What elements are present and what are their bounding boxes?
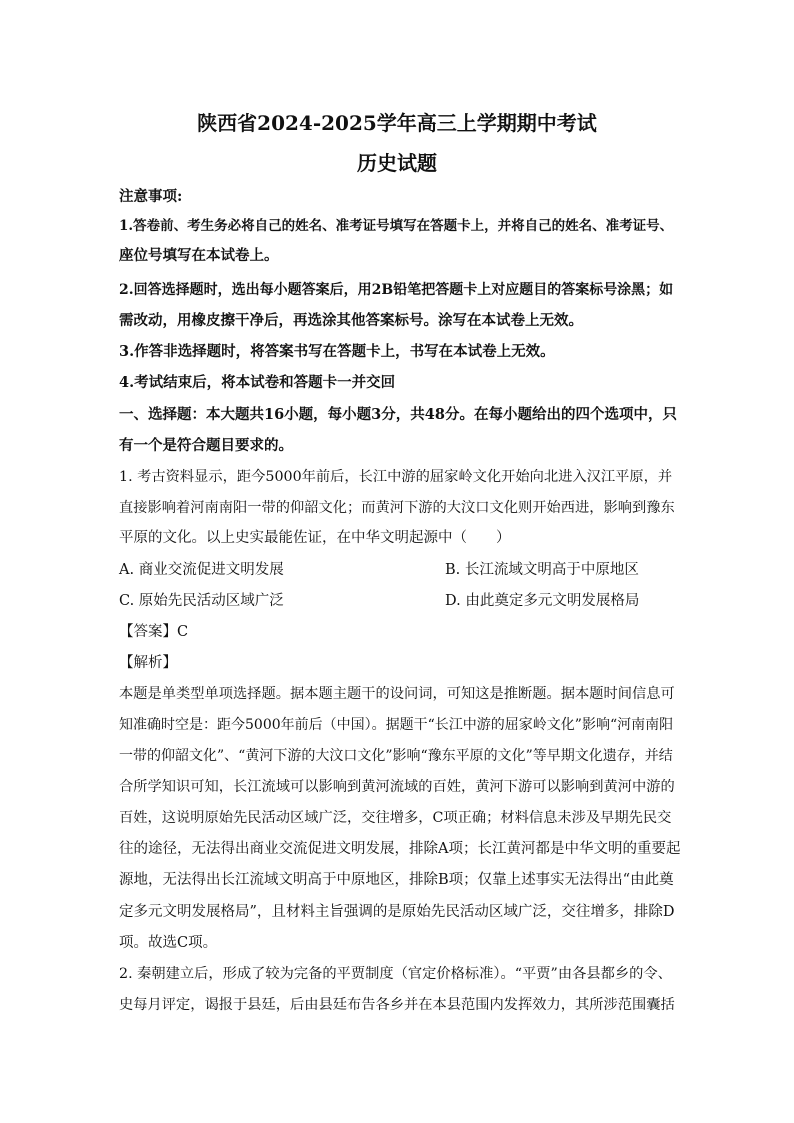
option-b: B. 长江流域文明高于中原地区 (445, 562, 639, 578)
question-stem: 1. 考古资料显示，距今5000年前后，长江中游的屈家岭文化开始向北进入汉江平原，并 (119, 469, 673, 485)
analysis-line: 一带的仰韶文化”、“黄河下游的大汶口文化”影响“豫东平原的文化”等早期文化遗存，并结 (119, 748, 673, 764)
answer-label: 【答案】C (119, 624, 189, 640)
notice-line: 4.考试结束后，将本试卷和答题卡一并交回 (119, 374, 396, 391)
option-c: C. 原始先民活动区域广泛 (119, 593, 284, 609)
notice-line: 3.作答非选择题时，将答案书写在答题卡上，书写在本试卷上无效。 (119, 343, 555, 360)
notice-line: 需改动，用橡皮擦干净后，再选涂其他答案标号。涂写在本试卷上无效。 (119, 312, 583, 329)
analysis-line: 百姓，这说明原始先民活动区域广泛，交往增多，C项正确；材料信息未涉及早期先民交 (119, 810, 672, 826)
analysis-line: 本题是单类型单项选择题。据本题主题干的设问词，可知这是推断题。据本题时间信息可 (119, 686, 675, 702)
notice-heading: 注意事项: (119, 188, 183, 205)
analysis-line: 往的途径，无法得出商业交流促进文明发展，排除A项；长江黄河都是中华文明的重要起 (119, 841, 681, 857)
analysis-line: 合所学知识可知，长江流域可以影响到黄河流域的百姓，黄河下游可以影响到黄河中游的 (119, 779, 675, 795)
exam-subtitle: 历史试题 (357, 151, 437, 175)
analysis-heading: 【解析】 (119, 655, 177, 671)
analysis-line: 项。故选C项。 (119, 935, 218, 951)
section-heading: 一、选择题：本大题共16小题，每小题3分，共48分。在每小题给出的四个选项中，只 (119, 406, 677, 423)
section-heading: 有一个是符合题目要求的。 (119, 437, 293, 454)
option-a: A. 商业交流促进文明发展 (119, 562, 284, 578)
notice-line: 座位号填写在本试卷上。 (119, 247, 279, 264)
notice-line: 2.回答选择题时，选出每小题答案后，用2B铅笔把答题卡上对应题目的答案标号涂黑；如 (119, 282, 674, 298)
exam-title: 陕西省2024-2025学年高三上学期期中考试 (197, 111, 597, 135)
question-stem: 平原的文化。以上史实最能佐证，在中华文明起源中（ ） (119, 530, 511, 546)
analysis-line: 定多元文明发展格局”，且材料主旨强调的是原始先民活动区域广泛，交往增多，排除D (119, 904, 675, 920)
option-d: D. 由此奠定多元文明发展格局 (445, 593, 640, 609)
question-stem: 史每月评定，谒报于县廷，后由县廷布告各乡并在本县范围内发挥效力，其所涉范围囊括 (119, 997, 675, 1013)
analysis-line: 知准确时空是：距今5000年前后（中国）。据题干“长江中游的屈家岭文化”影响“河南南阳 (119, 717, 674, 733)
question-stem: 2. 秦朝建立后，形成了较为完备的平贾制度（官定价格标准）。“平贾”由各县都乡的令、 (119, 966, 672, 982)
analysis-line: 源地，无法得出长江流域文明高于中原地区，排除B项；仅靠上述事实无法得出“由此奠 (119, 872, 674, 888)
notice-line: 1.答卷前、考生务必将自己的姓名、准考证号填写在答题卡上，并将自己的姓名、准考证号、 (119, 218, 674, 234)
question-stem: 直接影响着河南南阳一带的仰韶文化；而黄河下游的大汶口文化则开始西进，影响到豫东 (119, 500, 675, 516)
